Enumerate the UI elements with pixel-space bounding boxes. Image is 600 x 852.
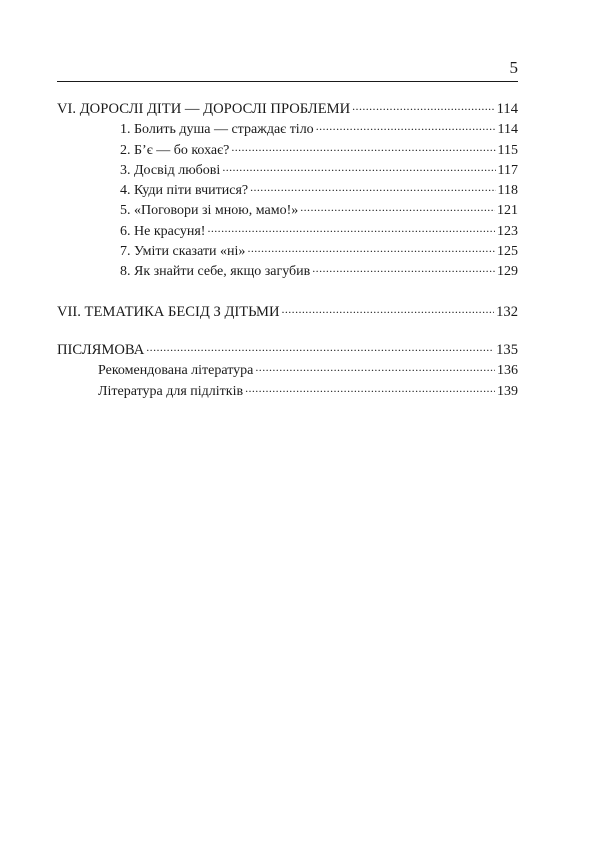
toc-chapter-afterword[interactable] [57, 340, 518, 360]
dot-leader [231, 140, 495, 154]
toc-entry-title: 2. Б’є — бо кохає? [120, 142, 230, 158]
toc-page-number: 125 [497, 244, 518, 260]
toc-page-number: 121 [497, 203, 518, 219]
dot-leader [146, 340, 494, 354]
toc-chapter-title: VII. ТЕМАТИКА БЕСІД З ДІТЬМИ [57, 303, 280, 320]
toc-entry[interactable] [57, 221, 518, 241]
toc-entry-title: 6. Не красуня! [120, 223, 206, 239]
section-spacer [57, 282, 518, 302]
dot-leader [207, 221, 495, 235]
toc-entry[interactable] [57, 381, 518, 401]
toc-page-number: 135 [496, 341, 518, 358]
toc-page-number: 123 [497, 223, 518, 239]
toc-entry[interactable] [57, 160, 518, 180]
dot-leader [250, 180, 495, 194]
toc-entry[interactable] [57, 241, 518, 261]
dot-leader [255, 360, 495, 374]
dot-leader [300, 200, 495, 214]
dot-leader [316, 119, 496, 133]
page-number: 5 [509, 58, 518, 77]
table-of-contents [57, 99, 518, 401]
toc-page-number: 136 [497, 363, 518, 379]
toc-entry-title: 4. Куди піти вчитися? [120, 183, 249, 199]
toc-entry-title: 5. «Поговори зі мною, мамо!» [120, 203, 299, 219]
toc-page-number: 132 [496, 303, 518, 320]
toc-entry-title: Рекомендована література [98, 363, 254, 379]
toc-entry[interactable] [57, 360, 518, 380]
toc-entry-title: 8. Як знайти себе, якщо загубив [120, 264, 311, 280]
dot-leader [352, 99, 495, 113]
dot-leader [312, 261, 495, 275]
dot-leader [245, 381, 495, 395]
toc-page-number: 129 [497, 264, 518, 280]
toc-chapter-vi[interactable] [57, 99, 518, 119]
toc-entry[interactable] [57, 180, 518, 200]
toc-chapter-title: ПІСЛЯМОВА [57, 341, 145, 358]
toc-entry[interactable] [57, 261, 518, 281]
toc-chapter-title: VI. ДОРОСЛІ ДІТИ — ДОРОСЛІ ПРОБЛЕМИ [57, 101, 351, 117]
toc-page-number: 115 [497, 142, 518, 158]
section-spacer [57, 322, 518, 340]
toc-page-number: 114 [497, 122, 518, 138]
toc-entry[interactable] [57, 200, 518, 220]
toc-entry-title: 1. Болить душа — страждає тіло [120, 122, 314, 138]
dot-leader [281, 302, 494, 316]
toc-page-number: 139 [497, 383, 518, 399]
toc-entry-title: 7. Уміти сказати «ні» [120, 244, 246, 260]
toc-page-number: 118 [497, 183, 518, 199]
toc-page-number: 117 [497, 162, 518, 178]
dot-leader [247, 241, 495, 255]
toc-entry-title: Література для підлітків [98, 383, 244, 399]
header-rule [57, 81, 518, 82]
dot-leader [222, 160, 495, 174]
toc-chapter-vii[interactable] [57, 302, 518, 322]
toc-entry-title: 3. Досвід любові [120, 162, 221, 178]
toc-entry[interactable] [57, 140, 518, 160]
toc-page-number: 114 [496, 101, 518, 117]
toc-entry[interactable] [57, 119, 518, 139]
